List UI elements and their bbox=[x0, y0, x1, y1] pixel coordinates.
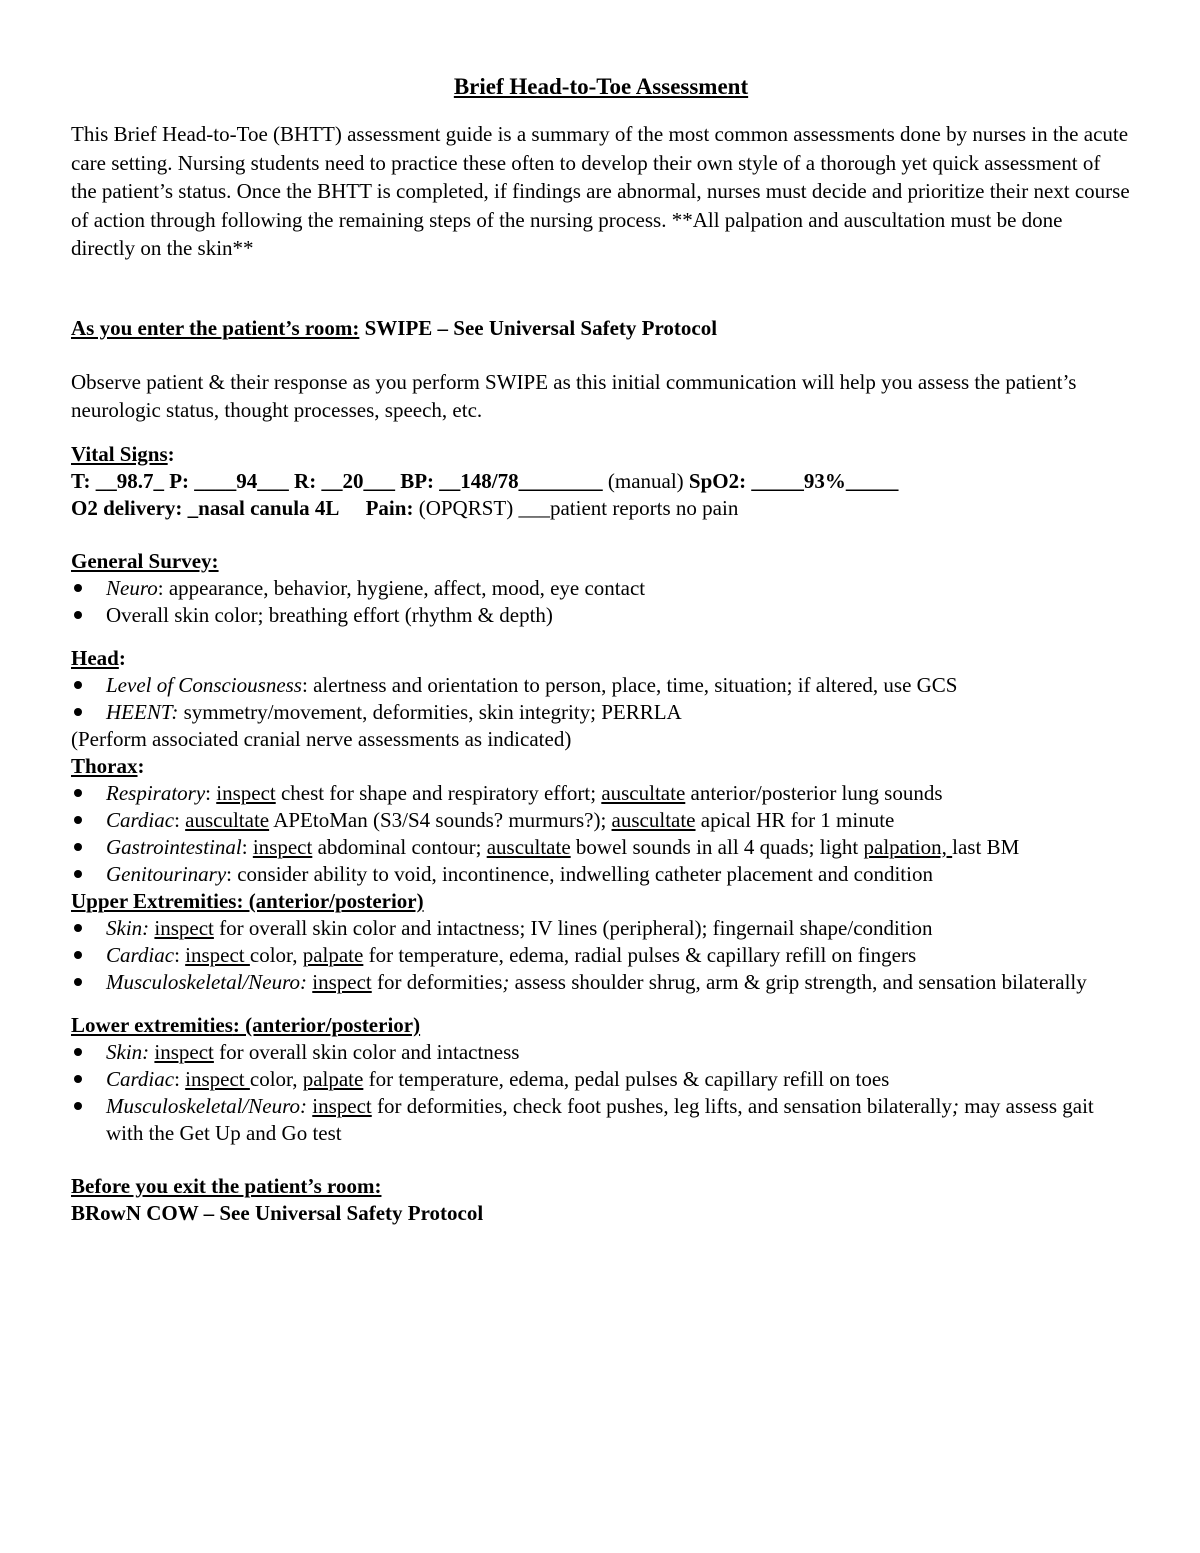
observe-note: Observe patient & their response as you perform SWIPE as this initial communication will help you assess the patient’s neurologic status, thought processes, speech, etc. bbox=[71, 369, 1077, 422]
vital-o2-delivery: O2 delivery: _nasal canula 4L bbox=[71, 495, 340, 520]
list-item: Musculoskeletal/Neuro: inspect for deformities; assess shoulder shrug, arm & grip strength, and sensation bilaterally bbox=[106, 969, 1087, 994]
lower-extremities-list bbox=[71, 1039, 1131, 1147]
vital-respirations: R: __20___ bbox=[294, 468, 395, 493]
vital-bp-method: (manual) bbox=[607, 468, 684, 493]
list-item: Cardiac: auscultate APEtoMan (S3/S4 sounds? murmurs?); auscultate apical HR for 1 minute bbox=[106, 807, 895, 832]
document-title: Brief Head-to-Toe Assessment bbox=[453, 74, 749, 99]
vitals-line-2 bbox=[71, 495, 1131, 522]
head-heading: Head: bbox=[71, 645, 126, 670]
list-item: Cardiac: inspect color, palpate for temperature, edema, pedal pulses & capillary refill on toes bbox=[106, 1066, 890, 1091]
list-item: Overall skin color; breathing effort (rhythm & depth) bbox=[106, 602, 553, 627]
list-item: Gastrointestinal: inspect abdominal contour; auscultate bowel sounds in all 4 quads; light palpation, last BM bbox=[106, 834, 1020, 859]
enter-room-label: As you enter the patient’s room: bbox=[71, 315, 360, 340]
list-item: Musculoskeletal/Neuro: inspect for deformities, check foot pushes, leg lifts, and sensation bilaterally; may assess gait with the Get Up and Go test bbox=[106, 1093, 1094, 1145]
list-item: Skin: inspect for overall skin color and intactness bbox=[106, 1039, 520, 1064]
thorax-list bbox=[71, 780, 1131, 888]
vital-pulse: P: ____94___ bbox=[169, 468, 289, 493]
list-item: Cardiac: inspect color, palpate for temperature, edema, radial pulses & capillary refill on fingers bbox=[106, 942, 917, 967]
general-survey-heading: General Survey: bbox=[71, 548, 219, 573]
vital-blood-pressure: BP: __148/78________ bbox=[400, 468, 603, 493]
cranial-nerve-note: (Perform associated cranial nerve assessments as indicated) bbox=[71, 726, 572, 751]
enter-room-heading bbox=[71, 315, 1131, 342]
intro-paragraph: This Brief Head-to-Toe (BHTT) assessment guide is a summary of the most common assessments done by nurses in the acute care setting. Nursing students need to practice these often to develop their own style of a thorough yet quick assessment of the patient’s status. Once the BHTT is completed, if findings are abnormal, nurses must decide and prioritize their next course of action through following the remaining steps of the nursing process. **All palpation and auscultation must be done directly on the skin** bbox=[71, 122, 1130, 260]
list-item: Level of Consciousness: alertness and orientation to person, place, time, situation; if altered, use GCS bbox=[106, 672, 958, 697]
lower-extremities-heading: Lower extremities: (anterior/posterior) bbox=[71, 1012, 421, 1037]
thorax-heading: Thorax: bbox=[71, 753, 145, 778]
vital-temperature: T: __98.7_ bbox=[71, 468, 164, 493]
upper-extremities-list bbox=[71, 915, 1131, 996]
vital-pain-value: (OPQRST) ___patient reports no pain bbox=[418, 495, 739, 520]
swipe-protocol: SWIPE – See Universal Safety Protocol bbox=[359, 315, 718, 340]
upper-extremities-heading: Upper Extremities: (anterior/posterior) bbox=[71, 888, 424, 913]
brown-cow-protocol: BRowN COW – See Universal Safety Protocol bbox=[71, 1200, 484, 1225]
head-list bbox=[71, 672, 1131, 726]
vital-spo2: SpO2: _____93%_____ bbox=[688, 468, 899, 493]
list-item: HEENT: symmetry/movement, deformities, skin integrity; PERRLA bbox=[106, 699, 682, 724]
list-item: Skin: inspect for overall skin color and intactness; IV lines (peripheral); fingernail shape/condition bbox=[106, 915, 933, 940]
vitals-heading: Vital Signs: bbox=[71, 441, 175, 466]
exit-room-heading: Before you exit the patient’s room: bbox=[71, 1173, 382, 1198]
vital-pain-label: Pain: bbox=[365, 495, 414, 520]
list-item: Genitourinary: consider ability to void, incontinence, indwelling catheter placement and condition bbox=[106, 861, 933, 886]
document-content bbox=[71, 72, 1131, 1227]
vitals-line-1 bbox=[71, 468, 1131, 495]
general-survey-list bbox=[71, 575, 1131, 629]
list-item: Neuro: appearance, behavior, hygiene, affect, mood, eye contact bbox=[106, 575, 646, 600]
list-item: Respiratory: inspect chest for shape and respiratory effort; auscultate anterior/posterior lung sounds bbox=[106, 780, 943, 805]
